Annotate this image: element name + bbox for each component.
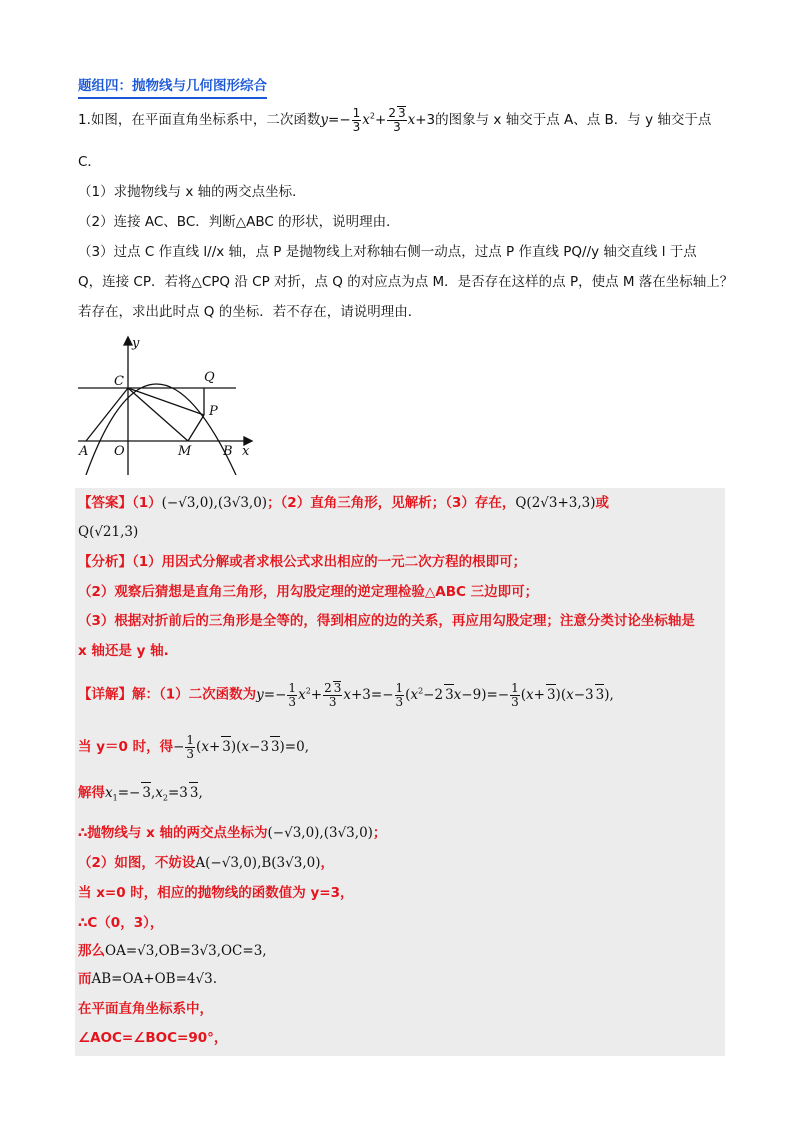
detail-line7: ∴C（0，3）， — [78, 915, 164, 931]
problem-intro-suffix: 的图象与 x 轴交于点 A、点 B．与 y 轴交于点 — [435, 112, 712, 128]
segment-CP — [128, 388, 204, 415]
formula-y: y — [320, 112, 329, 128]
detail-line10: 在平面直角坐标系中， — [78, 1001, 213, 1017]
segment-CA — [86, 388, 128, 441]
detail-d5-suffix: ， — [320, 855, 334, 871]
detail-line11: ∠AOC=∠BOC=90°， — [78, 1030, 228, 1046]
answer-p1: （1） — [132, 495, 162, 511]
label-Q: Q — [204, 370, 215, 385]
detail-line4 — [78, 823, 386, 843]
detail-d3-prefix: 解得 — [78, 785, 105, 801]
detail-line1 — [78, 681, 614, 709]
question-2: （2）连接 AC、BC．判断△ABC 的形状，说明理由． — [78, 214, 400, 230]
detail-d9-prefix: 而 — [78, 971, 92, 987]
detail-line2 — [78, 734, 309, 761]
analysis-a1: （1）用因式分解或者求根公式求出相应的一元二次方程的根即可； — [132, 554, 527, 570]
question-3-line3: 若存在，求出此时点 Q 的坐标．若不存在，请说明理由． — [78, 304, 422, 320]
label-x: x — [242, 444, 250, 459]
question-3-line1: （3）过点 C 作直线 l//x 轴，点 P 是抛物线上对称轴右侧一动点，过点 P 作直线 PQ//y 轴交直线 l 于点 — [78, 244, 697, 260]
answer-line1 — [78, 493, 609, 513]
analysis-line1 — [78, 552, 526, 572]
formula-frac-two-root3-third: $\frac{2 3}{3}$ — [388, 106, 406, 134]
label-O: O — [114, 444, 125, 459]
detail-d1-formula: y=− $\frac{1}{3}$ $x^2+$ $\frac{2 3}{3}$ x+3=− $\frac{1}{3}$ ($x^2-2$ 3x−9)=− $\frac{1}{3}$ (x+ 3)(x−3 3), — [256, 680, 614, 709]
detail-d4-suffix: ； — [372, 825, 387, 841]
detail-line3 — [78, 782, 203, 809]
detail-d2-prefix: 当 y＝0 时，得 — [78, 739, 174, 755]
answer-p2: ；（2）直角三角形，见解析；（3）存在， — [267, 495, 516, 511]
parabola-curve — [86, 384, 236, 475]
label-M: M — [178, 444, 192, 459]
label-y: y — [132, 336, 140, 351]
y-axis-arrow-icon — [124, 337, 132, 345]
problem-intro-prefix: 1.如图，在平面直角坐标系中，二次函数 — [78, 112, 321, 128]
analysis-label: 【分析】 — [78, 554, 132, 570]
answer-v1: (−√3,0),(3√3,0) — [161, 495, 268, 511]
answer-v2: Q(2√3+3,3) — [515, 495, 596, 511]
label-B: B — [223, 444, 233, 459]
detail-line9 — [78, 969, 217, 989]
detail-d3-formula: $x_1=- 3,x_2=3$ 3, — [105, 785, 203, 801]
detail-d9-val: AB=OA+OB=4√3. — [91, 971, 217, 987]
section-heading: 题组四：抛物线与几何图形综合 — [78, 76, 267, 99]
segment-MP — [188, 415, 204, 441]
question-1: （1）求抛物线与 x 轴的两交点坐标． — [78, 184, 306, 200]
answer-label: 【答案】 — [78, 495, 132, 511]
label-C: C — [114, 374, 124, 389]
parabola-figure — [76, 333, 256, 475]
problem-intro-line2: C． — [78, 154, 101, 170]
answer-p3: 或 — [595, 495, 610, 511]
detail-line8 — [78, 941, 267, 961]
detail-d5-prefix: （2）如图，不妨设 — [78, 855, 196, 871]
answer-v3: Q(√21,3) — [78, 524, 139, 540]
segment-CM — [128, 388, 188, 441]
detail-d4-val: (−√3,0),(3√3,0) — [267, 825, 373, 841]
detail-d5-val: A(−√3,0),B(3√3,0) — [195, 855, 321, 871]
detail-d4-prefix: ∴抛物线与 x 轴的两交点坐标为 — [78, 825, 268, 841]
answer-line2 — [78, 522, 138, 542]
formula-frac-one-third: $\frac{1}{3}$ — [352, 105, 361, 134]
label-P: P — [209, 404, 218, 419]
detail-d1-prefix: 解：（1）二次函数为 — [132, 686, 257, 703]
problem-intro: 1.如图，在平面直角坐标系中，二次函数y=− $\frac{1}{3}$ $x^2+$ $\frac{2 3}{3}$ x+3的图象与 x 轴交于点 A、点 B．与 y 轴交于点 — [78, 105, 712, 134]
detail-line6: 当 x=0 时，相应的抛物线的函数值为 y=3， — [78, 885, 354, 901]
question-3-line2: Q，连接 CP．若将△CPQ 沿 CP 对折，点 Q 的对应点为点 M．是否存在这样的点 P，使点 M 落在坐标轴上？ — [78, 274, 734, 290]
analysis-a2: （2）观察后猜想是直角三角形，用勾股定理的逆定理检验△ABC 三边即可； — [78, 584, 539, 600]
detail-d8-val: OA=√3,OB=3√3,OC=3, — [105, 943, 267, 959]
label-A: A — [79, 444, 89, 459]
detail-d8-prefix: 那么 — [78, 943, 105, 959]
analysis-a3-line2: x 轴还是 y 轴. — [78, 643, 169, 659]
analysis-a3-line1: （3）根据对折前后的三角形是全等的，得到相应的边的关系，再应用勾股定理；注意分类讨论坐标轴是 — [78, 613, 695, 629]
detail-line5 — [78, 853, 334, 873]
detail-label: 【详解】 — [78, 686, 132, 703]
detail-d2-formula: − $\frac{1}{3}$ (x+ 3)(x−3 3)=0, — [173, 733, 309, 761]
